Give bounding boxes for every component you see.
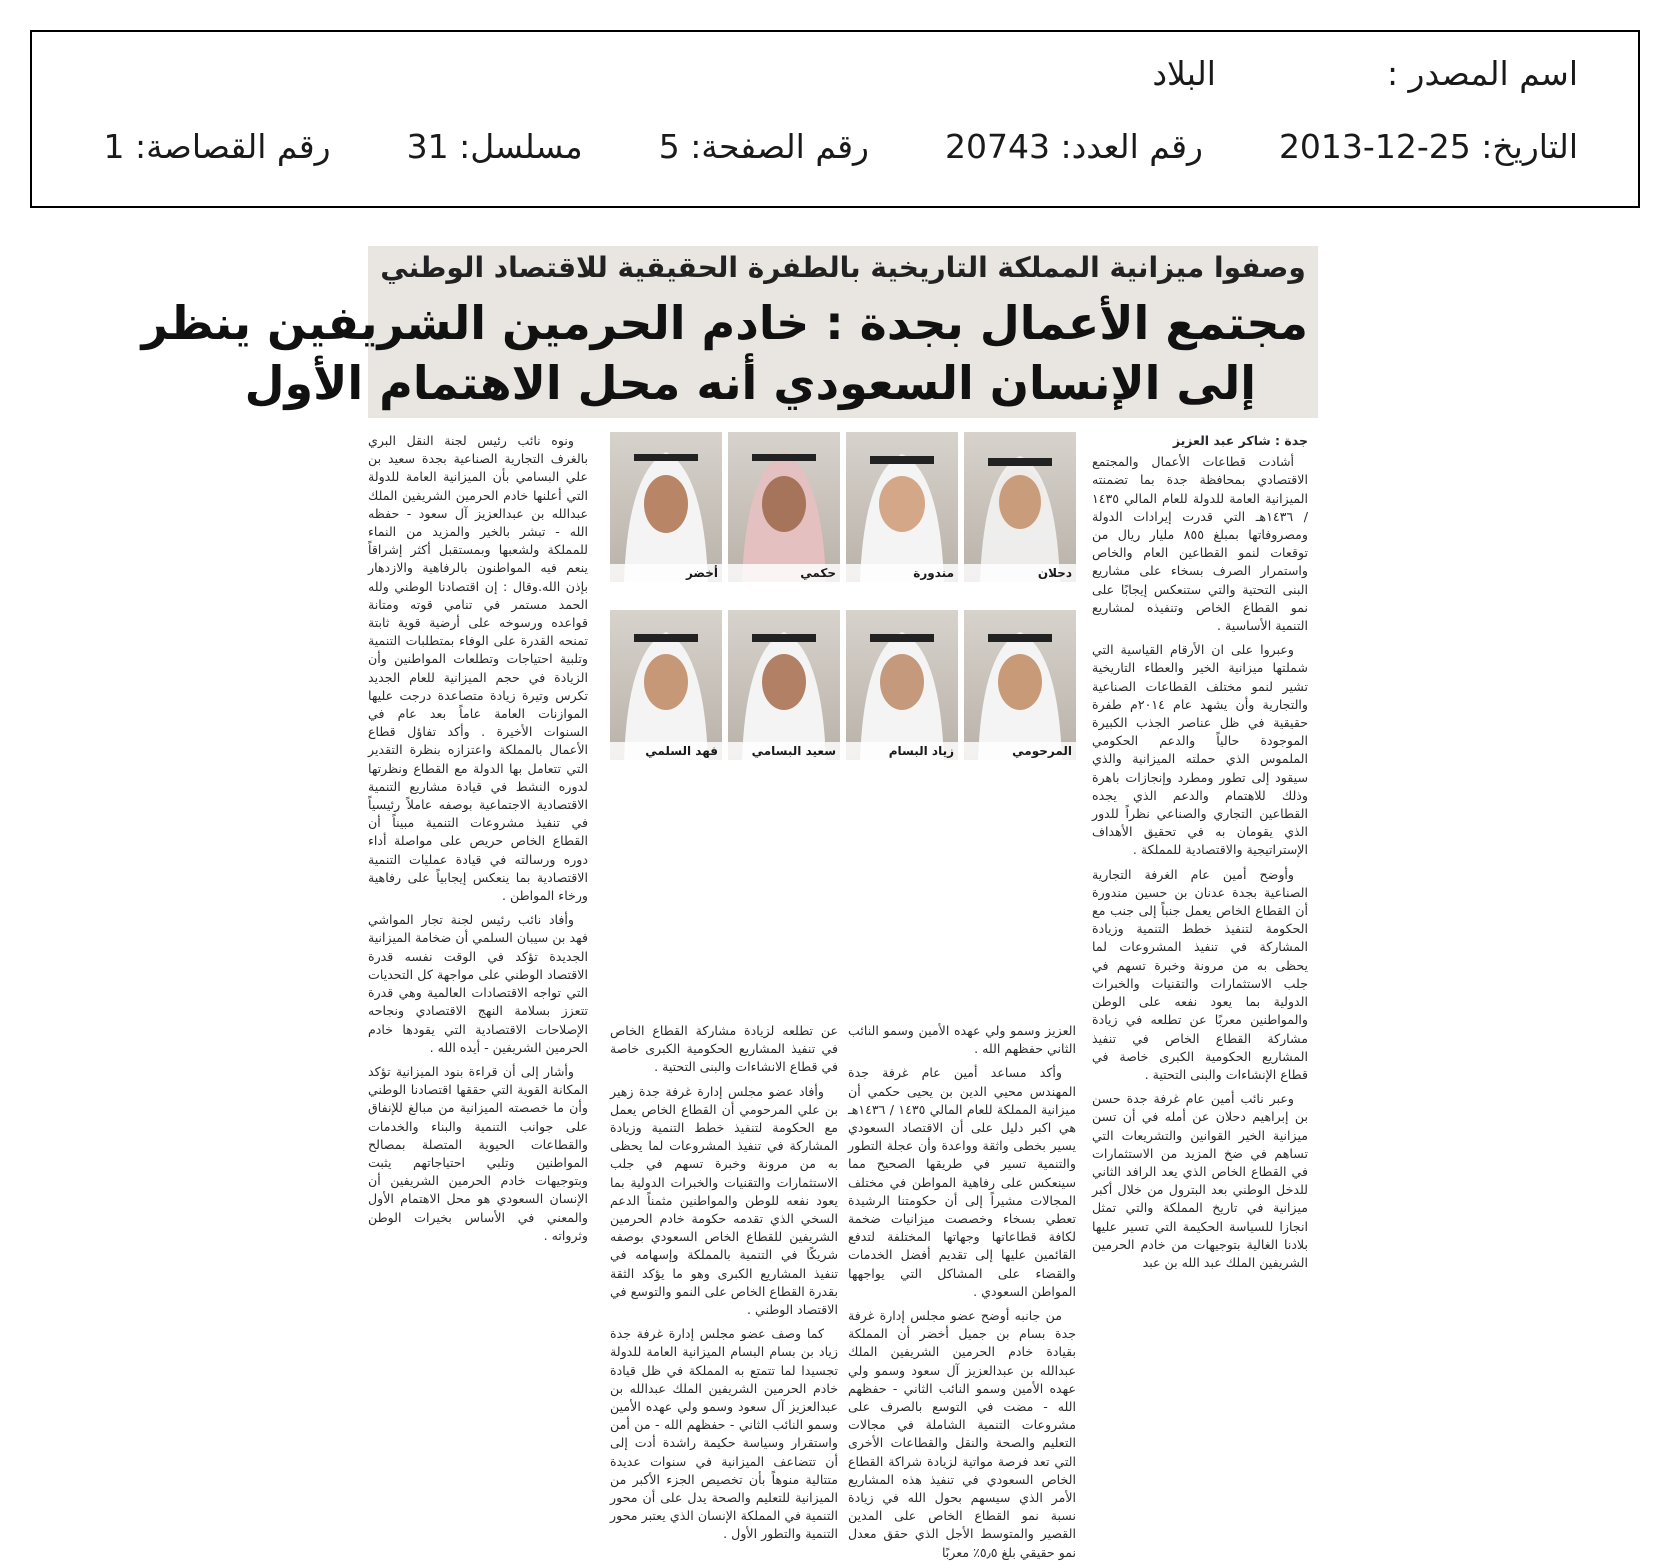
portrait-photo xyxy=(610,610,722,760)
article-kicker: وصفوا ميزانية المملكة التاريخية بالطفرة الحقيقية للاقتصاد الوطني xyxy=(368,246,1318,290)
portrait-image xyxy=(610,432,722,582)
paragraph: وأشار إلى أن قراءة بنود الميزانية تؤكد المكانة القوية التي حققها اقتصادنا الوطني وأن ما خصصته الميزانية من مبالغ للإنفاق على جوانب التنمية والبناء والخدمات والقطاعات الحيوية المتصلة بمصالح المواطنين وتلبي احتياجاتهم يثبت وبتوجيهات خادم الحرمين الشريفين أن الإنسان السعودي هو محل الاهتمام الأول والمعني في الأساس بخيرات الوطن وثرواته . xyxy=(368,1063,588,1243)
portrait-image xyxy=(610,610,722,760)
photo-caption: فهد السلمي xyxy=(610,742,722,760)
portrait-image xyxy=(728,432,840,582)
photo-caption: المرحومي xyxy=(964,742,1076,760)
photo-caption: دحلان xyxy=(964,564,1076,582)
article-column-2 xyxy=(848,1022,1076,1568)
article-column-3 xyxy=(610,1022,838,1550)
source-value: البلاد xyxy=(1152,54,1216,93)
article-column-4 xyxy=(368,432,588,1251)
issue-value: 20743 xyxy=(945,127,1050,166)
paragraph: وعبر نائب أمين عام غرفة جدة حسن بن إبراهيم دحلان عن أمله في أن تسن ميزانية الخير القوانين والتشريعات التي تساهم في ضخ المزيد من الاستثمارات في القطاع الخاص الذي يعد الرافد الثاني للدخل الوطني بعد البترول من خلال أكبر ميزانية في تاريخ المملكة والتي تمثل انجازا للسياسة الحكيمة التي تسير عليها بلادنا الغالية بتوجيهات من خادم الحرمين الشريفين الملك عبد الله بن عبد xyxy=(1092,1091,1308,1270)
headline-line-2: إلى الإنسان السعودي أنه محل الاهتمام الأول xyxy=(244,356,1256,410)
clip-value: 1 xyxy=(103,127,125,166)
page-value: 5 xyxy=(658,127,680,166)
paragraph: أشادت قطاعات الأعمال والمجتمع الاقتصادي بمحافظة جدة بما تضمنته الميزانية العامة للدولة للعام المالي ١٤٣٥ / ١٤٣٦هـ التي قدرت إيرادات الدولة ومصروفاتها بمبلغ ٨٥٥ مليار ريال من توقعات لنمو القطاعين العام والخاص واستمرار الصرف بسخاء على مشاريع البنى التحتية والتي ستنعكس إيجابًا على نمو القطاع الخاص وتنفيذه لمشاريع التنمية الأساسية . xyxy=(1092,454,1309,634)
portrait-image xyxy=(846,610,958,760)
portrait-image xyxy=(964,432,1076,582)
portrait-photo xyxy=(964,432,1076,582)
clip-label: رقم القصاصة: xyxy=(135,127,331,166)
paragraph: وأوضح أمين عام الغرفة التجارية الصناعية بجدة عدنان بن حسين مندورة أن القطاع الخاص يعمل جنباً إلى جنب مع الحكومة لتنفيذ خطط التنمية وزيادة المشاركة في تنفيذ المشروعات لما يحظى به من مرونة وخبرة تسهم في جلب الاستثمارات والتقنيات والخبرات الدولية بما يعود نفعه على الوطن والمواطنين معربًا عن تطلعه في زيادة مشاركة القطاع الخاص في تنفيذ المشاريع الحكومية الكبرى خاصة في قطاع الإنشاءات والبنى التحتية . xyxy=(1092,866,1308,1082)
date-label: التاريخ: xyxy=(1481,127,1578,166)
paragraph: وعبروا على ان الأرقام القياسية التي شملتها ميزانية الخير والعطاء التاريخية تشير لنمو مختلف القطاعات الصناعية والتجارية وأن يشهد عام ٢٠١٤م طفرة حقيقية في ظل عناصر الجذب الكبيرة الموجودة حالياً والدعم الحكومي الملموس الذي حملته الميزانية والذي سيقود إلى تطور ومطرد وإنجازات باهرة وذلك للاهتمام والدعم الذي يجده القطاعين التجاري والصناعي نظراً للدور الذي يقومان به في تحقيق الأهداف الإستراتيجية والاقتصادية للمملكة . xyxy=(1092,642,1309,858)
portrait-photo-grid xyxy=(610,432,1076,1018)
photo-caption: زياد البسام xyxy=(846,742,958,760)
article-column-1 xyxy=(1092,432,1308,1278)
paragraph: وأفاد عضو مجلس إدارة غرفة جدة زهير بن علي المرحومي أن القطاع الخاص يعمل مع الحكومة لتنفيذ خطط التنمية وزيادة المشاركة في تنفيذ المشروعات لما يحظى به من مرونة وخبرة تسهم في جلب الاستثمارات والتقنيات والخبرات الدولية بما يعود نفعه للوطن والمواطنين مثمناً الدعم السخي الذي تقدمه حكومة خادم الحرمين الشريفين للقطاع الخاص السعودي بوصفه شريكًا في التنمية بالمملكة وإسهامه في تنفيذ المشاريع الكبرى وهو ما يؤكد الثقة بقدرة القطاع الخاص على النمو والتوسع في الاقتصاد الوطني . xyxy=(610,1083,838,1318)
date-value: 2013-12-25 xyxy=(1278,127,1471,166)
source-label: اسم المصدر : xyxy=(1386,54,1578,93)
portrait-photo xyxy=(846,432,958,582)
portrait-image xyxy=(728,610,840,760)
portrait-image xyxy=(964,610,1076,760)
byline: جدة : شاكر عبد العزيز xyxy=(1172,433,1308,448)
meta-details-line xyxy=(104,127,1579,166)
paragraph: ونوه نائب رئيس لجنة النقل البري بالغرف التجارية الصناعية بجدة سعيد بن علي البسامي بأن الميزانية العامة للدولة التي أعلنها خادم الحرمين الشريفين الملك عبدالله بن عبدالعزيز آل سعود - حفظه الله - تبشر بالخير والمزيد من النماء للمملكة ولشعبها وبمستقبل أكثر إشراقاً ينعم فيه المواطنون بالرفاهية والازدهار بإذن الله.وقال : إن اقتصادنا الوطني ولله الحمد مستمر في تنامي قوته ومتانة قواعده ورسوخه على أرضية قوية ثابتة تمنحه القدرة على الوفاء بمتطلبات التنمية وتلبية احتياجات وتطلعات المواطنين وأن الزيادة في حجم الميزانية للعام الجديد تكرس وتيرة زيادة متصاعدة درجت عليها الموازنات العامة عاماً بعد عام في السنوات الأخيرة . وأكد تفاؤل قطاع الأعمال بالمملكة واعتزازه بنظرة التقدير التي تتعامل بها الدولة مع القطاع ونظرتها لدوره النشط في قيادة مشاريع التنمية الاقتصادية الاجتماعية بوصفه عاملاً رئيسياً في تنفيذ مشروعات التنمية مبيناً أن القطاع الخاص حريص على مواصلة أداء دوره ورسالته في قيادة عمليات التنمية الاقتصادية بما ينعكس إيجابياً على رفاهية ورخاء المواطن . xyxy=(368,433,588,904)
source-line xyxy=(1152,54,1578,93)
photo-caption: أخضر xyxy=(610,564,722,582)
headline-line-1: مجتمع الأعمال بجدة : خادم الحرمين الشريفين ينظر xyxy=(141,296,1308,350)
newspaper-article xyxy=(141,246,1318,1560)
paragraph: عن تطلعه لزيادة مشاركة القطاع الخاص في تنفيذ المشاريع الحكومية الكبرى خاصة في قطاع الانشاءات والبنى التحتية . xyxy=(610,1023,838,1075)
serial-label: مسلسل: xyxy=(459,127,583,166)
paragraph: وأفاد نائب رئيس لجنة تجار المواشي فهد بن سيبان السلمي أن ضخامة الميزانية الجديدة تؤكد في الوقت نفسه قدرة الاقتصاد الوطني على مواجهة كل التحديات التي تواجه الاقتصادات العالمية وهي قدرة تتعزز بسلامة النهج الاقتصادي ونجاحه الإصلاحات الاقتصادية التي يقودها خادم الحرمين الشريفين - أيده الله . xyxy=(368,912,588,1055)
headline-band xyxy=(141,290,1318,418)
portrait-photo xyxy=(728,432,840,582)
paragraph: من جانبه أوضح عضو مجلس إدارة غرفة جدة بسام بن جميل أخضر أن المملكة بقيادة خادم الحرمين الشريفين الملك عبدالله بن عبدالعزيز آل سعود وسمو ولي عهده الأمين وسمو النائب الثاني - حفظهم الله - مضت في التوسع بالصرف على مشروعات التنمية الشاملة في مجالات التعليم والصحة والنقل والقطاعات الأخرى التي تعد فرصة مواتية لزيادة شراكة القطاع الخاص السعودي في تنفيذ هذه المشاريع الأمر الذي سيسهم بحول الله في زيادة نسبة نمو القطاع الخاص على المدين القصير والمتوسط الأجل الذي حقق معدل نمو حقيقي بلغ ٥٫٥٪ معربًا xyxy=(848,1308,1076,1560)
paragraph: كما وصف عضو مجلس إدارة غرفة جدة زياد بن بسام البسام الميزانية العامة للدولة تجسيدا لما تتمتع به المملكة في ظل قيادة خادم الحرمين الشريفين الملك عبدالله بن عبدالعزيز آل سعود وسمو ولي عهده الأمين وسمو النائب الثاني - حفظهم الله - من أمن واستقرار وسياسة حكيمة راشدة أدت إلى أن تتضاعف الميزانية في سنوات عديدة متتالية منوهاً بأن تخصيص الجزء الأكبر من الميزانية للتعليم والصحة يدل على أن محور التنمية في المملكة الإنسان الذي يعتبر محور التنمية والتطور الأول . xyxy=(610,1326,838,1542)
clipping-metadata-box xyxy=(30,30,1640,208)
portrait-photo xyxy=(846,610,958,760)
photo-caption: حكمي xyxy=(728,564,840,582)
issue-label: رقم العدد: xyxy=(1060,127,1203,166)
paragraph: العزيز وسمو ولي عهده الأمين وسمو النائب الثاني حفظهم الله . xyxy=(848,1023,1076,1057)
portrait-photo xyxy=(964,610,1076,760)
portrait-photo xyxy=(728,610,840,760)
portrait-photo xyxy=(610,432,722,582)
serial-value: 31 xyxy=(406,127,449,166)
photo-caption: سعيد البسامي xyxy=(728,742,840,760)
page-label: رقم الصفحة: xyxy=(690,127,869,166)
portrait-image xyxy=(846,432,958,582)
photo-caption: مندورة xyxy=(846,564,958,582)
paragraph: وأكد مساعد أمين عام غرفة جدة المهندس محيي الدين بن يحيى حكمي أن ميزانية المملكة للعام المالي ١٤٣٥ / ١٤٣٦هـ هي اكبر دليل على أن الاقتصاد السعودي يسير بخطى واثقة وواعدة وأن عجلة التطور والتنمية تسير في طريقها الصحيح مما سينعكس على رفاهية المواطن في مختلف المجالات مشيراً إلى أن حكومتنا الرشيدة تعطي بسخاء وخصصت ميزانيات ضخمة لكافة قطاعاتها وجهاتها المختلفة لتدفع القائمين عليها إلى تقديم أفضل الخدمات والقضاء على المشاكل التي يواجهها المواطن السعودي . xyxy=(848,1065,1077,1299)
